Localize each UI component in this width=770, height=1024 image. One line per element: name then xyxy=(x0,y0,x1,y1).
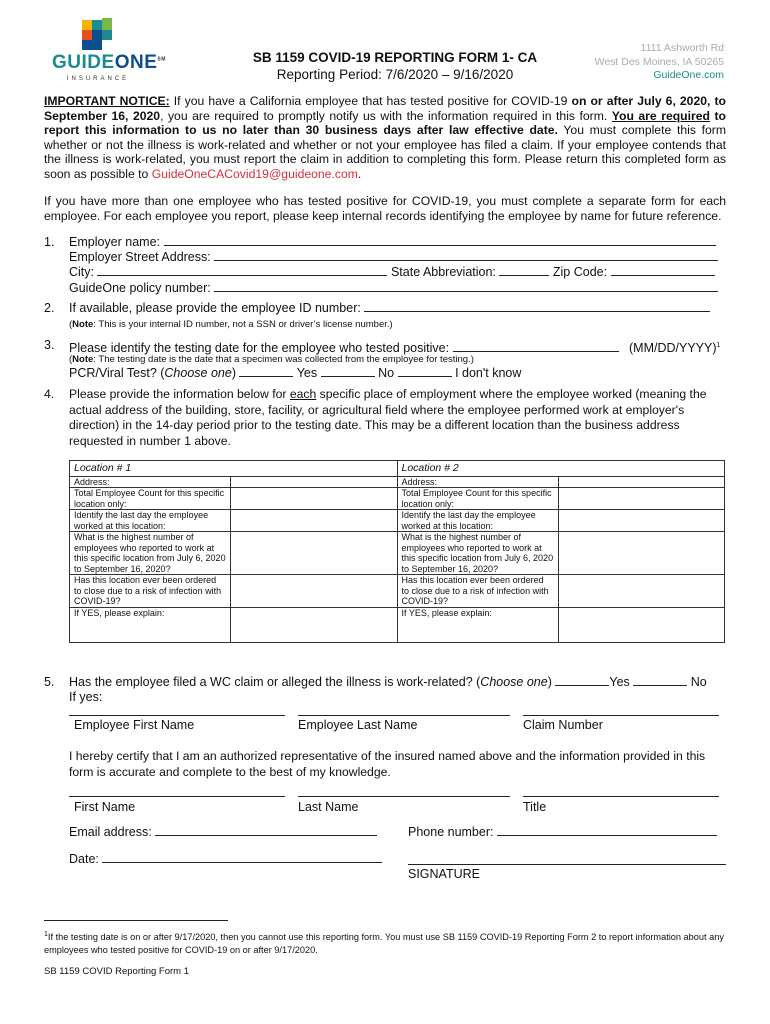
certification-text: I hereby certify that I am an authorized representative of the insured named above and the information provided in this form is accurate and complete to the best of my knowledge. xyxy=(69,749,706,779)
guideone-logo xyxy=(52,18,166,88)
loc2-address-input[interactable] xyxy=(558,476,725,488)
loc1-last-day-input[interactable] xyxy=(231,510,398,532)
first-name-label: First Name xyxy=(74,800,136,814)
last-name-field[interactable] xyxy=(298,796,510,797)
loc1-explain-input[interactable] xyxy=(231,607,398,642)
page-footer: SB 1159 COVID Reporting Form 1 xyxy=(44,966,190,977)
date-row: Date: xyxy=(69,852,382,866)
address-line-1: 1111 Ashworth Rd xyxy=(640,42,724,54)
locations-table xyxy=(69,460,725,643)
email-address-field[interactable] xyxy=(155,835,377,836)
important-notice: IMPORTANT NOTICE: If you have a California employee that has tested positive for COVID-19 on or after July 6, 2020, to September 16, 2020, you are required to promptly notify us with the information required in this form. You are required to report this information to us no later than 30 business days after law effective date. You must complete this form whether or not the illness is work-related and whether or not your employee has filed a claim. If your employee contends that the illness is work-related, you must report the claim in addition to completing this form. Please return this completed form as soon as possible to GuideOneCACovid19@guideone.com. xyxy=(44,94,726,181)
table-row: Identify the last day the employee worked at this location: Identify the last day the employee worked at this location: xyxy=(70,510,725,532)
q1-city-state-zip: City: State Abbreviation: Zip Code: xyxy=(44,265,726,280)
wc-yes-field[interactable] xyxy=(555,685,609,686)
footnote-divider xyxy=(44,920,228,921)
employee-last-name-label: Employee Last Name xyxy=(298,718,418,732)
employee-id-field[interactable] xyxy=(364,311,710,312)
loc2-highest-count-input[interactable] xyxy=(558,532,725,575)
loc2-last-day-input[interactable] xyxy=(558,510,725,532)
city-field[interactable] xyxy=(97,275,387,276)
q3-pcr-test: PCR/Viral Test? (Choose one) Yes No I don't know xyxy=(69,366,522,380)
q1-street: Employer Street Address: xyxy=(44,250,726,265)
phone-number-field[interactable] xyxy=(497,835,717,836)
loc2-count-input[interactable] xyxy=(558,488,725,510)
date-field[interactable] xyxy=(102,862,382,863)
logo-wordmark: GUIDEONE℠ xyxy=(52,52,166,73)
reporting-period: Reporting Period: 7/6/2020 – 9/16/2020 xyxy=(276,67,514,82)
pcr-no-field[interactable] xyxy=(321,376,375,377)
claim-number-field[interactable] xyxy=(523,715,719,716)
q1-policy: GuideOne policy number: xyxy=(44,281,726,296)
logo-subtext: INSURANCE xyxy=(66,76,130,82)
wc-no-field[interactable] xyxy=(633,685,687,686)
table-row: What is the highest number of employees who reported to work at this specific location from July 6, 2020 to September 16, 2020? What is the highest number of employees who reported to work at this specific location from July 6, 2020 to September 16, 2020? xyxy=(70,532,725,575)
notice-label: IMPORTANT NOTICE: xyxy=(44,94,170,108)
company-address xyxy=(595,42,724,83)
loc1-highest-count-input[interactable] xyxy=(231,532,398,575)
pcr-dont-know-field[interactable] xyxy=(398,376,452,377)
loc1-address-input[interactable] xyxy=(231,476,398,488)
footnote: $^1$If the testing date is on or after 9/17/2020, then you cannot use this reporting form. You must use SB 1159 COVID-19 Reporting Form 2 to report information about any employees who tested positive for COVID-19 on or after 9/17/2020. xyxy=(44,931,724,956)
state-field[interactable] xyxy=(499,275,549,276)
q3-testing-date: 3. Please identify the testing date for the employee who tested positive: (MM/DD/YYYY)$^1$ xyxy=(44,338,721,356)
loc2-explain-input[interactable] xyxy=(558,607,725,642)
phone-number-row: Phone number: xyxy=(408,825,717,839)
title-field[interactable] xyxy=(523,796,719,797)
q3-note: (Note: The testing date is the date that a specimen was collected from the employee for testing.) xyxy=(69,354,474,365)
pcr-yes-field[interactable] xyxy=(239,376,293,377)
policy-number-field[interactable] xyxy=(214,291,718,292)
q4-locations-text: 4. Please provide the information below for each specific place of employment where the employee worked (meaning the actual address of the building, store, facility, or agricultural field where the employee performed work at employer's direction) in the 14-day period prior to the testing date. This may be a different location than the business address requested in number 1 above. xyxy=(44,387,707,448)
last-name-label: Last Name xyxy=(298,800,359,814)
q2-employee-id: 2. If available, please provide the employee ID number: xyxy=(44,301,726,316)
employer-name-field[interactable] xyxy=(164,245,716,246)
zip-field[interactable] xyxy=(611,275,715,276)
first-name-field[interactable] xyxy=(69,796,285,797)
table-row: Address: Address: xyxy=(70,476,725,488)
employee-last-name-field[interactable] xyxy=(298,715,510,716)
loc1-closed-input[interactable] xyxy=(231,575,398,608)
signature-label: SIGNATURE xyxy=(408,867,480,881)
signature-field[interactable] xyxy=(408,864,726,865)
claim-number-label: Claim Number xyxy=(523,718,603,732)
email-link[interactable]: GuideOneCACovid19@guideone.com xyxy=(151,166,358,181)
employee-first-name-label: Employee First Name xyxy=(74,718,195,732)
address-line-2: West Des Moines, IA 50265 xyxy=(594,55,724,68)
form-title: SB 1159 COVID-19 REPORTING FORM 1- CA xyxy=(252,50,538,65)
loc1-count-input[interactable] xyxy=(231,488,398,510)
employee-first-name-field[interactable] xyxy=(69,715,285,716)
table-row: Total Employee Count for this specific location only: Total Employee Count for this specific location only: xyxy=(70,488,725,510)
table-row: If YES, please explain: If YES, please explain: xyxy=(70,607,725,642)
q5-wc-claim: 5. Has the employee filed a WC claim or alleged the illness is work-related? (Choose one) Yes No xyxy=(44,675,707,689)
location-2-header: Location # 2 xyxy=(397,461,725,477)
street-address-field[interactable] xyxy=(214,260,718,261)
location-1-header: Location # 1 xyxy=(70,461,398,477)
website-link[interactable]: GuideOne.com xyxy=(653,69,724,81)
guideone-mark-icon xyxy=(82,18,114,52)
email-address-row: Email address: xyxy=(69,825,377,839)
loc2-closed-input[interactable] xyxy=(558,575,725,608)
table-row: Has this location ever been ordered to close due to a risk of infection with COVID-19? Has this location ever been ordered to close due to a risk of infection with COVID-19? xyxy=(70,575,725,608)
title-label: Title xyxy=(523,800,547,814)
intro-paragraph: If you have more than one employee who has tested positive for COVID-19, you must complete a separate form for each employee. For each employee you report, please keep internal records identifying the employee by name for future reference. xyxy=(44,194,726,223)
q5-if-yes: If yes: xyxy=(69,690,103,704)
q2-note: (Note: This is your internal ID number, not a SSN or driver’s license number.) xyxy=(69,319,393,330)
q1-employer-name: 1. Employer name: xyxy=(44,235,726,250)
